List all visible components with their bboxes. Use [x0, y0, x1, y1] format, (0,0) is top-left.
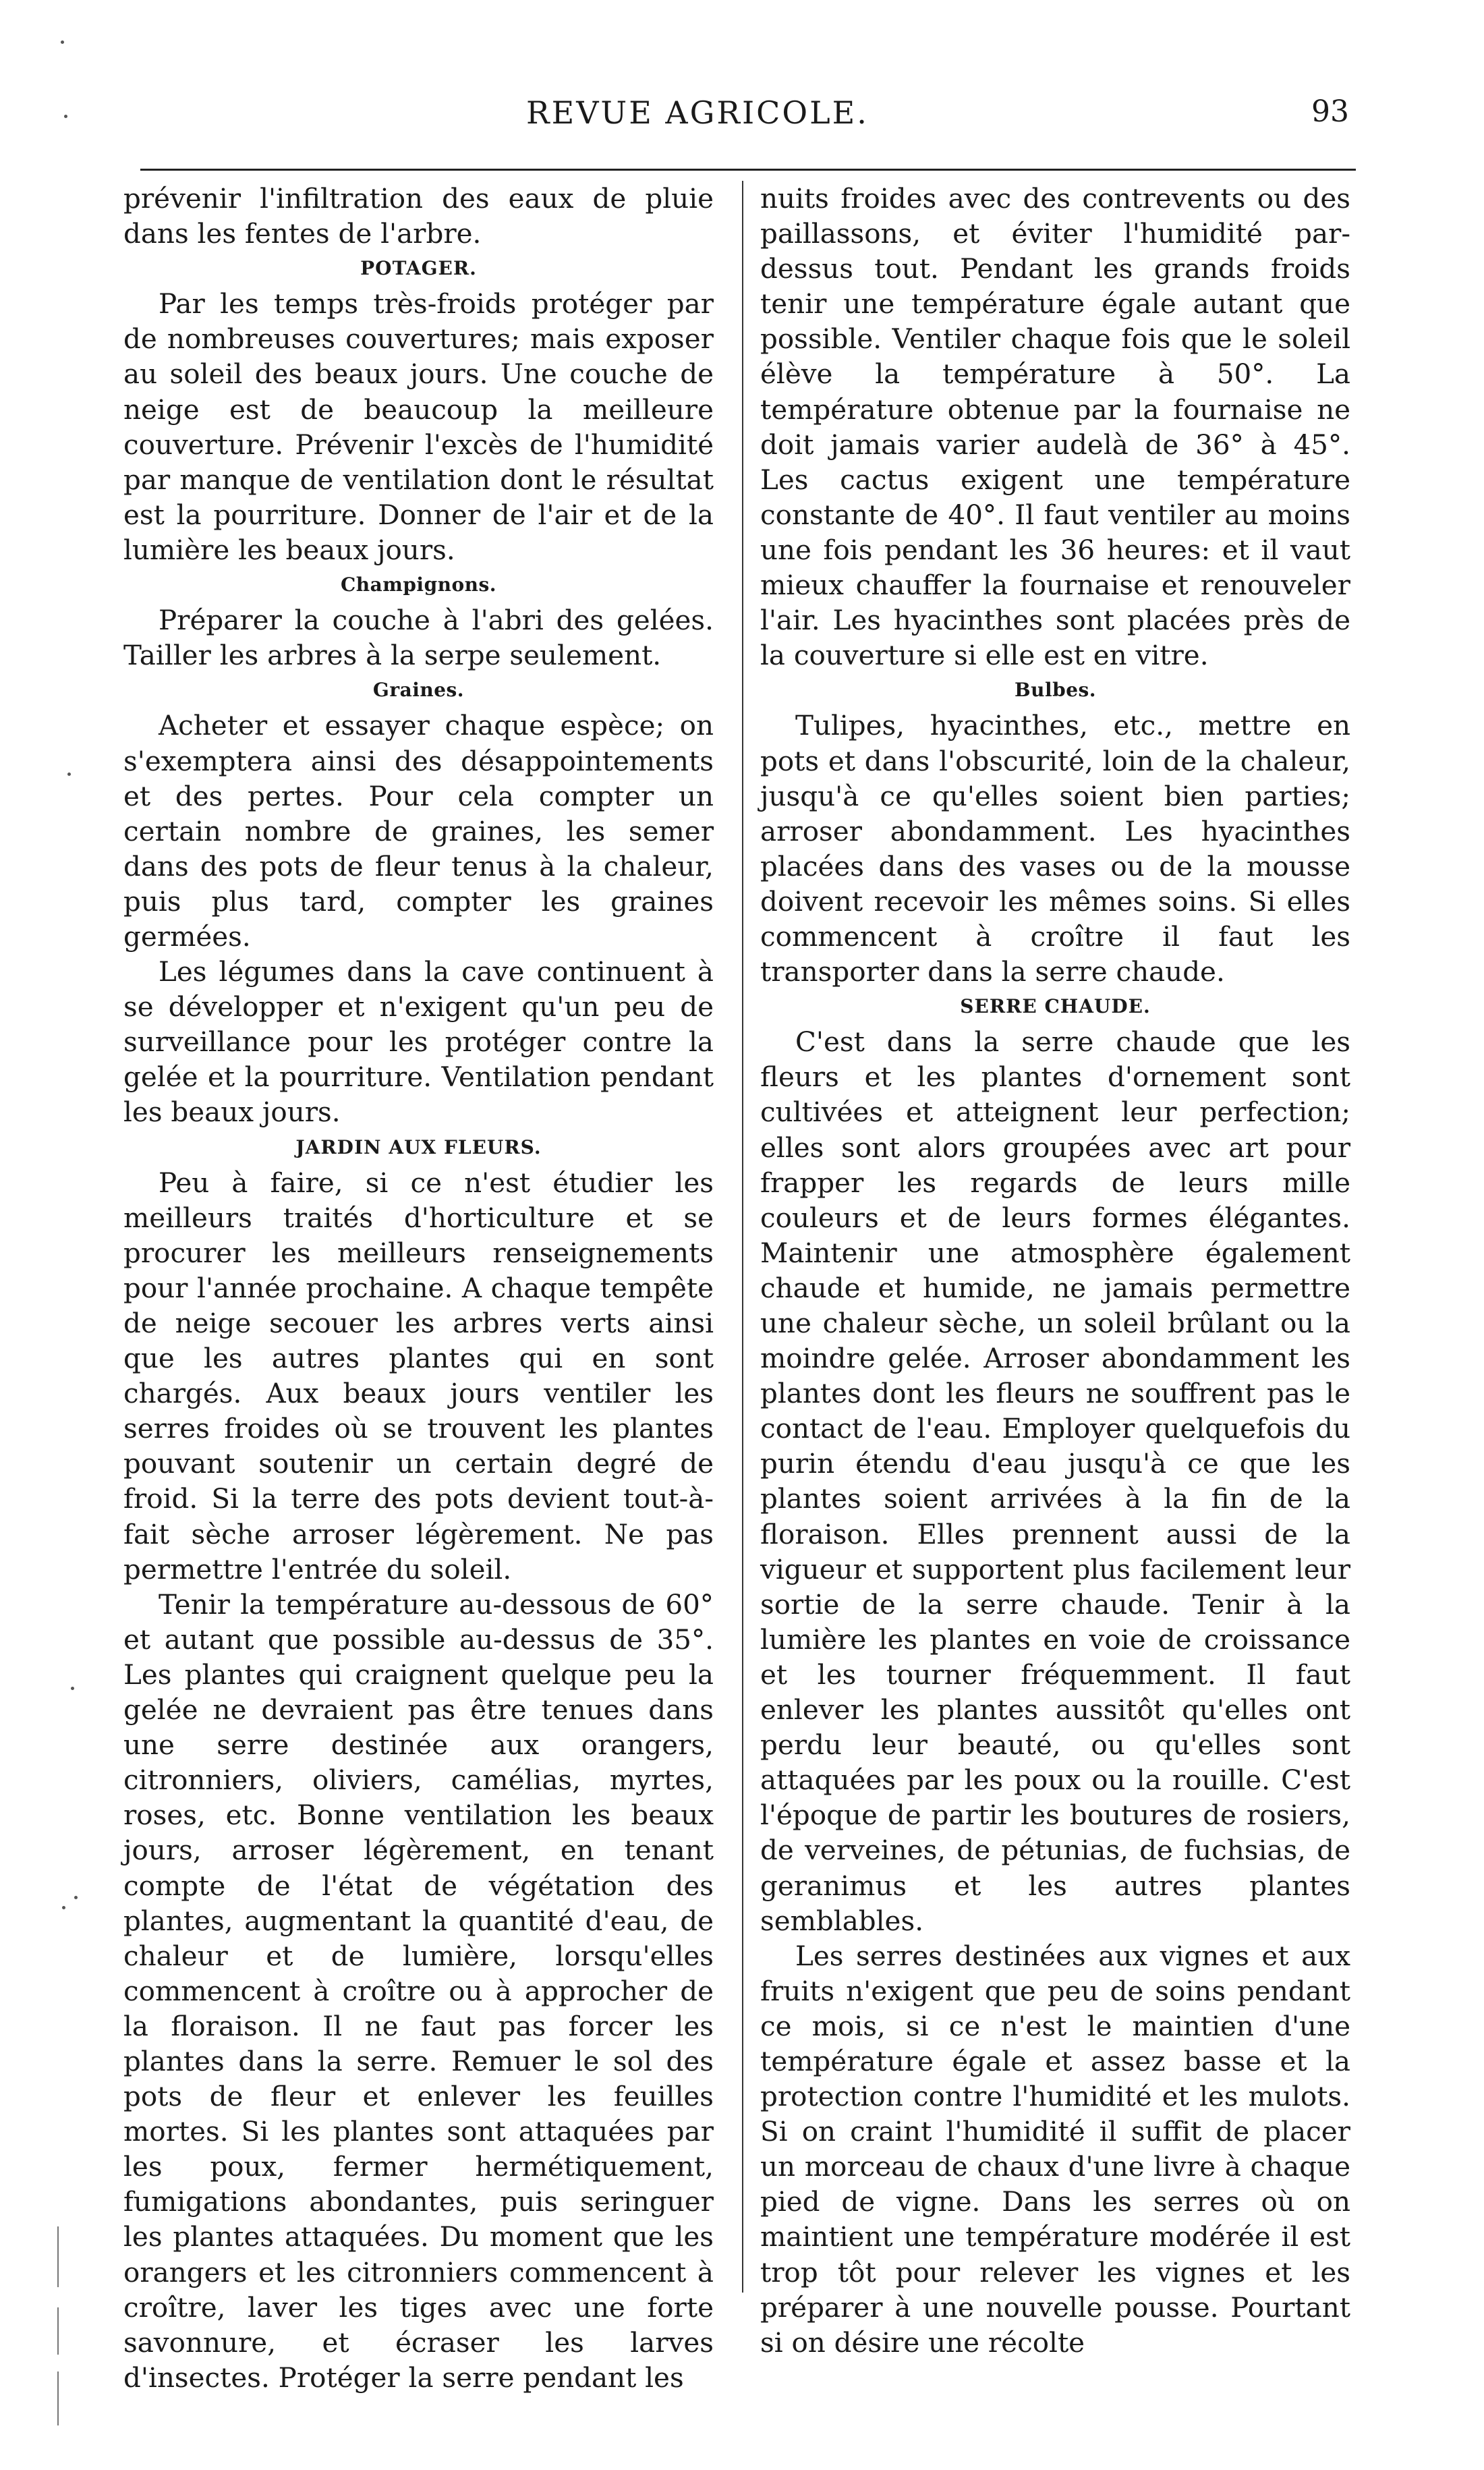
paragraph: Les serres destinées aux vignes et aux fruits n'exigent que peu de soins pendant ce mois, si ce n'est le maintien d'une température égale et assez basse et la protection contre l'humidité et les mulots. Si on craint l'humidité il suffit de placer un morceau de chaux d'une livre à chaque pied de vigne. Dans les serres où on maintient une température modérée il est trop tôt pour relever les vignes et les préparer à une nouvelle pousse. Pourtant si on désire une récolte [760, 1939, 1350, 2359]
column-divider [742, 181, 743, 2293]
page-speck [67, 773, 71, 776]
right-column [760, 181, 1350, 2360]
subheading-graines: Graines. [372, 679, 465, 702]
page-speck [74, 1896, 78, 1899]
margin-binding-marks [47, 2226, 74, 2429]
page-speck [62, 1906, 65, 1909]
page-speck [71, 1687, 74, 1690]
running-head [0, 94, 1484, 135]
subheading-champignons: Champignons. [340, 573, 497, 596]
paragraph: Les légumes dans la cave continuent à se développer et n'exigent qu'un peu de surveillance pour les protéger contre la gelée et la pourriture. Ventilation pendant les beaux jours. [123, 955, 714, 1129]
journal-title: REVUE AGRICOLE. [526, 94, 869, 131]
page-speck [61, 40, 64, 44]
paragraph: Préparer la couche à l'abri des gelées. Tailler les arbres à la serpe seulement. [123, 604, 714, 672]
page-number: 93 [1311, 94, 1349, 129]
section-heading-jardin: JARDIN AUX FLEURS. [295, 1135, 542, 1158]
subheading-bulbes: Bulbes. [1014, 679, 1097, 702]
section-heading-serre-chaude: SERRE CHAUDE. [960, 995, 1151, 1018]
left-column [123, 181, 714, 2395]
page-speck [64, 115, 67, 118]
section-heading-potager: POTAGER. [360, 257, 477, 280]
paragraph: Acheter et essayer chaque espèce; on s'exemptera ainsi des désappointements et des pertes. Pour cela compter un certain nombre de graines, les semer dans des pots de fleur tenus à la chaleur, puis plus tard, compter les graines germées. [123, 709, 714, 953]
paragraph: nuits froides avec des contrevents ou des paillassons, et éviter l'humidité par-dessus tout. Pendant les grands froids tenir une température égale autant que possible. Ventiler chaque fois que le soleil élève la température à 50°. La température obtenue par la fournaise ne doit jamais varier audelà de 36° à 45°. Les cactus exigent une température constante de 40°. Il faut ventiler au moins une fois pendant les 36 heures: et il vaut mieux chauffer la fournaise et renouveler l'air. Les hyacinthes sont placées près de la couverture si elle est en vitre. [760, 182, 1350, 672]
paragraph: Tenir la température au-dessous de 60° et autant que possible au-dessus de 35°. Les plantes qui craignent quelque peu la gelée ne devraient pas être tenues dans une serre destinée aux orangers, citronniers, oliviers, camélias, myrtes, roses, etc. Bonne ventilation les beaux jours, arroser légèrement, en tenant compte de l'état de végétation des plantes, augmentant la quantité d'eau, de chaleur et de lumière, lorsqu'elles commencent à croître ou à approcher de la floraison. Il ne faut pas forcer les plantes dans la serre. Remuer le sol des pots de fleur et enlever les feuilles mortes. Si les plantes sont attaquées par les poux, fermer hermétiquement, fumigations abondantes, puis seringuer les plantes attaquées. Du moment que les orangers et les citronniers commencent à croître, laver les tiges avec une forte savonnure, et écraser les larves d'insectes. Protéger la serre pendant les [123, 1588, 714, 2394]
paragraph: prévenir l'infiltration des eaux de pluie dans les fentes de l'arbre. [123, 182, 714, 250]
paragraph: Par les temps très-froids protéger par de nombreuses couvertures; mais exposer au soleil des beaux jours. Une couche de neige est de beaucoup la meilleure couverture. Prévenir l'excès de l'humidité par manque de ventilation dont le résultat est la pourriture. Donner de l'air et de la lumière les beaux jours. [123, 287, 714, 566]
paragraph: C'est dans la serre chaude que les fleurs et les plantes d'ornement sont cultivées et atteignent leur perfection; elles sont alors groupées avec art pour frapper les regards de leurs mille couleurs et de leurs formes élégantes. Maintenir une atmosphère également chaude et humide, ne jamais permettre une chaleur sèche, un soleil brûlant ou la moindre gelée. Arroser abondamment les plantes dont les fleurs ne souffrent pas le contact de l'eau. Employer quelquefois du purin étendu d'eau jusqu'à ce que les plantes soient arrivées à la fin de la floraison. Elles prennent aussi de la vigueur et supportent plus facilement leur sortie de la serre chaude. Tenir à la lumière les plantes en voie de croissance et les tourner fréquemment. Il faut enlever les plantes aussitôt qu'elles ont perdu leur beauté, ou qu'elles sont attaquées par les poux ou la rouille. C'est l'époque de partir les boutures de rosiers, de verveines, de pétunias, de fuchsias, de geranimus et les autres plantes semblables. [760, 1026, 1350, 1937]
paragraph: Peu à faire, si ce n'est étudier les meilleurs traités d'horticulture et se procurer les meilleurs renseignements pour l'année prochaine. A chaque tempête de neige secouer les arbres verts ainsi que les autres plantes qui en sont chargés. Aux beaux jours ventiler les serres froides où se trouvent les plantes pouvant soutenir un certain degré de froid. Si la terre des pots devient tout-à-fait sèche arroser légèrement. Ne pas permettre l'entrée du soleil. [123, 1166, 714, 1585]
header-rule [140, 169, 1356, 171]
paragraph: Tulipes, hyacinthes, etc., mettre en pots et dans l'obscurité, loin de la chaleur, jusqu'à ce qu'elles soient bien parties; arroser abondamment. Les hyacinthes placées dans des vases ou de la mousse doivent recevoir les mêmes soins. Si elles commencent à croître il faut les transporter dans la serre chaude. [760, 709, 1350, 988]
